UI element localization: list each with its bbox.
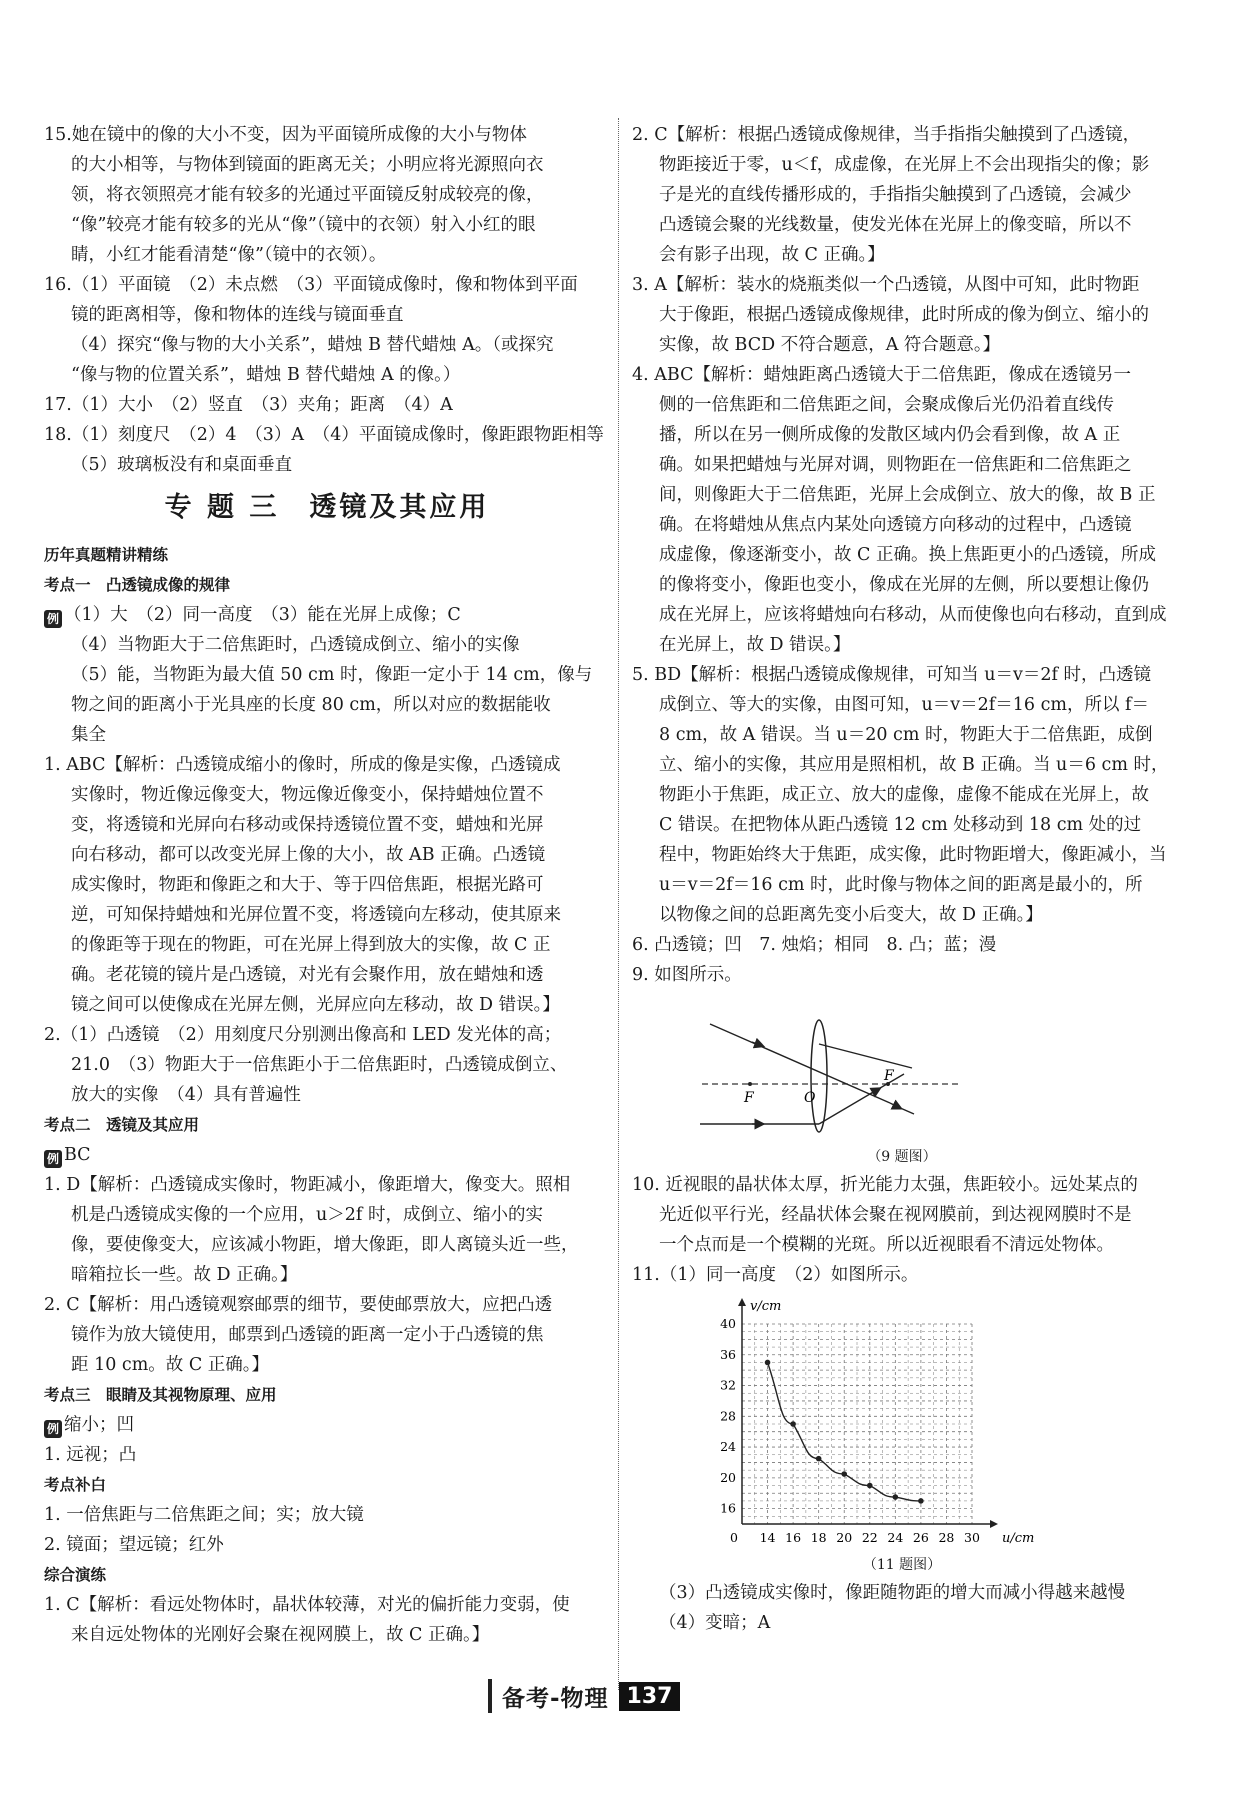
column-divider (618, 118, 619, 1690)
y-tick-label: 36 (720, 1346, 736, 1362)
kaodian-1-heading: 考点一 凸透镜成像的规律 (44, 576, 231, 594)
example-1-line-5: （5）能，当物距为最大值 50 cm 时，像距一定小于 14 cm，像与 物之间的距离小于光具座的长度 80 cm，所以对应的数据能收 集全 (71, 665, 593, 745)
x-tick-label: 30 (964, 1530, 980, 1545)
footer-bar (488, 1679, 492, 1713)
page-footer (488, 1676, 680, 1716)
y-tick-label: 24 (720, 1439, 736, 1455)
practice-answer-1: 1. C【解析：看远处物体时，晶状体较薄，对光的偏折能力变弱，使 来自远处物体的光刚好会聚在视网膜上，故 C 正确。】 (44, 1595, 570, 1645)
uv-graph (632, 1296, 1172, 1546)
right-column (632, 120, 1172, 1638)
y-axis-label: v/cm (750, 1299, 782, 1314)
y-tick-label: 28 (720, 1408, 736, 1424)
example-icon: 例 (44, 610, 62, 628)
page-number: 137 (619, 1682, 681, 1711)
convex-lens (811, 1020, 827, 1132)
data-point (765, 1360, 771, 1366)
example-icon: 例 (44, 1420, 62, 1438)
section-heading: 历年真题精讲精练 (44, 546, 169, 564)
x-tick-label: 18 (810, 1530, 827, 1545)
y-tick-label: 40 (720, 1316, 736, 1331)
supplement-heading: 考点补白 (44, 1476, 107, 1494)
origin-label: 0 (730, 1530, 738, 1545)
figure-11-caption: （11 题图） (862, 1557, 942, 1573)
practice-answer-6-8: 6. 凸透镜；凹 7. 烛焰；相同 8. 凸；蓝；漫 (632, 935, 997, 955)
ray-arrow (870, 1090, 877, 1094)
kaodian-3-heading: 考点三 眼睛及其视物原理、应用 (44, 1386, 277, 1404)
label-f-left: F (744, 1090, 754, 1106)
topic-title: 专 题 三 透镜及其应用 (164, 492, 490, 523)
x-tick-label: 22 (861, 1530, 878, 1545)
data-point (816, 1456, 822, 1462)
example-3: 例 缩小；凹 (44, 1410, 610, 1440)
refracted-ray-2 (819, 1044, 912, 1068)
practice-answer-9: 9. 如图所示。 (632, 965, 742, 985)
supplement-answer-1: 1. 一倍焦距与二倍焦距之间；实；放大镜 (44, 1505, 364, 1525)
x-axis-label: u/cm (1002, 1531, 1035, 1546)
x-tick-label: 16 (785, 1530, 802, 1545)
x-tick-label: 14 (759, 1530, 776, 1545)
x-tick-label: 20 (836, 1530, 853, 1545)
ray-through-center (710, 1024, 890, 1103)
data-point (841, 1471, 847, 1477)
practice-answer-2: 2. C【解析：根据凸透镜成像规律，当手指指尖触摸到了凸透镜， 物距接近于零，u＜f，成虚像，在光屏上不会出现指尖的像；影 子是光的直线传播形成的，手指指尖触摸到了凸透镜，会减少 凸透镜会聚的光线数量，使发光体在光屏上的像变暗，所以不 会有影子出现，故 C 正确。】 (632, 125, 1150, 265)
kaodian-2-heading: 考点二 透镜及其应用 (44, 1116, 200, 1134)
label-f-right: F (884, 1068, 894, 1084)
answer-17: 17.（1）大小 （2）竖直 （3）夹角；距离 （4）A (44, 395, 453, 415)
figure-9-caption: （9 题图） (867, 1149, 937, 1165)
data-point (790, 1421, 796, 1427)
focal-point-left (748, 1082, 752, 1086)
footer-subject: 备考-物理 (502, 1685, 609, 1712)
ray-through-center-end (898, 1107, 914, 1114)
practice-answer-11: 11.（1）同一高度 （2）如图所示。 (632, 1265, 919, 1285)
x-tick-label: 24 (887, 1530, 904, 1545)
data-point (867, 1483, 873, 1489)
practice-answer-11-4: （4）变暗；A (659, 1613, 771, 1633)
answer-15: 15.她在镜中的像的大小不变，因为平面镜所成像的大小与物体 的大小相等，与物体到镜面的距离无关；小明应将光源照向衣 领，将衣领照亮才能有较多的光通过平面镜反射成较亮的像， “像”较亮才能有较多的光从“像”（镜中的衣领）射入小红的眼 睛，小红才能看清楚“像”（镜中的衣领）。 (44, 125, 544, 265)
data-point (918, 1498, 924, 1504)
figure-9 (632, 996, 1172, 1138)
practice-heading: 综合演练 (44, 1566, 107, 1584)
practice-answer-11-3: （3）凸透镜成实像时，像距随物距的增大而减小得越来越慢 (659, 1583, 1126, 1603)
ray-arrow (890, 1103, 898, 1107)
y-axis-arrow (738, 1298, 746, 1306)
supplement-answer-2: 2. 镜面；望远镜；红外 (44, 1535, 224, 1555)
kd1-answer-1: 1. ABC【解析：凸透镜成缩小的像时，所成的像是实像，凸透镜成 实像时，物近像远像变大，物远像近像变小，保持蜡烛位置不 变，将透镜和光屏向右移动或保持透镜位置不变，蜡烛和光屏 向右移动，都可以改变光屏上像的大小，故 AB 正确。凸透镜 成实像时，物距和像距之和大于、等于四倍焦距，根据光路可 逆，可知保持蜡烛和光屏位置不变，将透镜向左移动，使其原来 的像距等于现在的物距，可在光屏上得到放大的实像，故 C 正 确。老花镜的镜片是凸透镜，对光有会聚作用，放在蜡烛和透 镜之间可以使像成在光屏左侧，光屏应向左移动，故 D 错误。】 (44, 755, 561, 1015)
data-point (893, 1494, 899, 1500)
y-tick-label: 20 (720, 1469, 736, 1485)
y-tick-label: 16 (720, 1500, 736, 1516)
practice-answer-4: 4. ABC【解析：蜡烛距离凸透镜大于二倍焦距，像成在透镜另一 侧的一倍焦距和二倍焦距之间，会聚成像后光仍沿着直线传 播，所以在另一侧所成像的发散区域内仍会看到像，故 A 正 确。如果把蜡烛与光屏对调，则物距在一倍焦距和二倍焦距之 间，则像距大于二倍焦距，光屏上会成倒立、放大的像，故 B 正 确。在将蜡烛从焦点内某处向透镜方向移动的过程中，凸透镜 成虚像，像逐渐变小，故 C 正确。换上焦距更小的凸透镜，所成 的像将变小，像距也变小，像成在光屏的左侧，所以要想让像仍 成在光屏上，应该将蜡烛向右移动，从而使像也向右移动，直到成 在光屏上，故 D 错误。】 (632, 365, 1167, 655)
figure-11 (632, 1296, 1172, 1546)
kd2-answer-2: 2. C【解析：用凸透镜观察邮票的细节，要使邮票放大，应把凸透 镜作为放大镜使用，邮票到凸透镜的距离一定小于凸透镜的焦 距 10 cm。故 C 正确。】 (44, 1295, 553, 1375)
kd2-answer-1: 1. D【解析：凸透镜成实像时，物距减小，像距增大，像变大。照相 机是凸透镜成实像的一个应用，u＞2f 时，成倒立、缩小的实 像，要使像变大，应该减小物距，增大像距，即人离镜头近一些， 暗箱拉长一些。故 D 正确。】 (44, 1175, 579, 1285)
y-tick-label: 32 (720, 1377, 736, 1393)
practice-answer-5: 5. BD【解析：根据凸透镜成像规律，可知当 u＝v＝2f 时，凸透镜 成倒立、等大的实像，由图可知，u＝v＝2f＝16 cm，所以 f＝ 8 cm，故 A 错误。当 u＝20 cm 时，物距大于二倍焦距，成倒 立、缩小的实像，其应用是照相机，故 B 正确。当 u＝6 cm 时， 物距小于焦距，成正立、放大的虚像，虚像不能成在光屏上，故 C 错误。在把物体从距凸透镜 12 cm 处移动到 18 cm 处的过 程中，物距始终大于焦距，成实像，此时物距增大，像距减小，当 u＝v＝2f＝16 cm 时，此时像与物体之间的距离是最小的，所 以物像之间的总距离先变小后变大，故 D 正确。】 (632, 665, 1169, 925)
example-2: 例 BC (44, 1140, 610, 1170)
answer-18: 18.（1）刻度尺 （2）4 （3）A （4）平面镜成像时，像距跟物距相等 （5）玻璃板没有和桌面垂直 (44, 425, 604, 475)
example-1-line-4: （4）当物距大于二倍焦距时，凸透镜成倒立、缩小的实像 (71, 635, 520, 655)
practice-answer-10: 10. 近视眼的晶状体太厚，折光能力太强，焦距较小。远处某点的 光近似平行光，经晶状体会聚在视网膜前，到达视网膜时不是 一个点而是一个模糊的光斑。所以近视眼看不清远处物体。 (632, 1175, 1138, 1255)
example-icon: 例 (44, 1150, 62, 1168)
label-o: O (804, 1090, 816, 1106)
answer-16: 16.（1）平面镜 （2）未点燃 （3）平面镜成像时，像和物体到平面 镜的距离相等，像和物体的连线与镜面垂直 （4）探究“像与物的大小关系”，蜡烛 B 替代蜡烛 A。（或探究 “像与物的位置关系”，蜡烛 B 替代蜡烛 A 的像。） (44, 275, 578, 385)
kd1-answer-2: 2.（1）凸透镜 （2）用刻度尺分别测出像高和 LED 发光体的高； 21.0 （3）物距大于一倍焦距小于二倍焦距时，凸透镜成倒立、 放大的实像 （4）具有普遍性 (44, 1025, 568, 1105)
practice-answer-3: 3. A【解析：装水的烧瓶类似一个凸透镜，从图中可知，此时物距 大于像距，根据凸透镜成像规律，此时所成的像为倒立、缩小的 实像，故 BCD 不符合题意，A 符合题意。】 (632, 275, 1149, 355)
example-1: 例 （1）大 （2）同一高度 （3）能在光屏上成像；C (44, 600, 610, 630)
x-tick-label: 26 (912, 1530, 929, 1545)
kd3-answer-1: 1. 远视；凸 (44, 1445, 137, 1465)
x-tick-label: 28 (938, 1530, 955, 1545)
lens-ray-diagram (632, 996, 1172, 1138)
left-column (44, 120, 610, 1650)
x-axis-arrow (990, 1520, 998, 1528)
